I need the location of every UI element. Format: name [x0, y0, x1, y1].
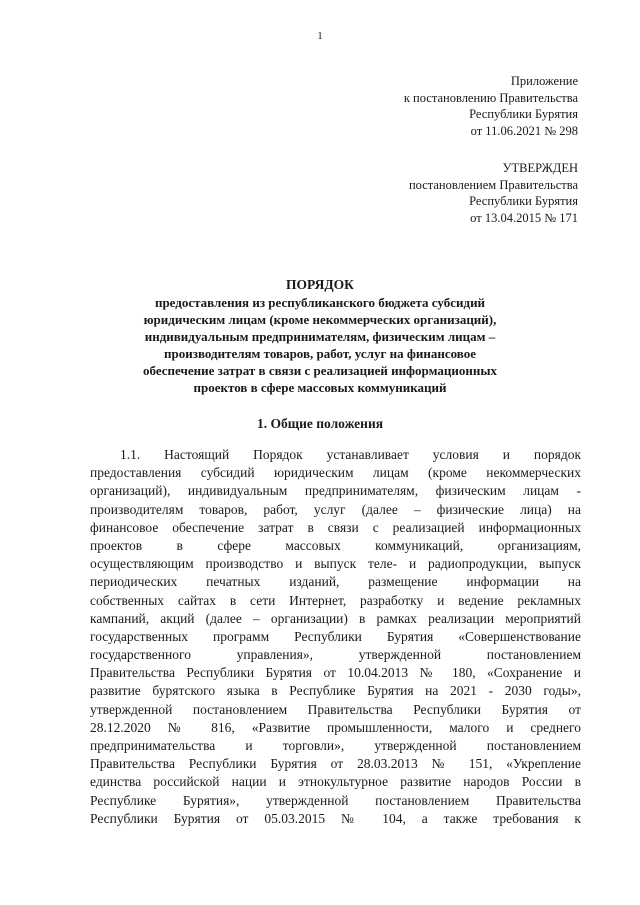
appendix-line: от 11.06.2021 № 298 [470, 123, 578, 138]
approved-line: Республики Бурятия [469, 194, 578, 208]
section-heading: 1. Общие положения [256, 416, 384, 431]
title-heading: ПОРЯДОК [286, 277, 354, 292]
paragraph-line: государственного управления», утвержденной постановлением [90, 647, 581, 663]
paragraph-line: 1.1. Настоящий Порядок устанавливает условия и порядок [120, 447, 581, 462]
paragraph-line: производителям товаров, работ, услуг (далее – физические лица) на [90, 501, 581, 517]
paragraph-line: собственных сайтах в сети Интернет, разработку и ведение рекламных [90, 592, 581, 608]
subtitle-line: индивидуальным предпринимателям, физическим лицам – [144, 329, 496, 344]
subtitle-line: производителям товаров, работ, услуг на финансовое [164, 346, 476, 361]
paragraph-line: кампаний, акций (далее – организации) в рамках реализации мероприятий [90, 610, 581, 626]
paragraph-line: предпринимательства и торговли», утвержденной постановлением [90, 738, 581, 753]
paragraph-line: проектов в сфере массовых коммуникаций, организациям, [90, 537, 581, 553]
appendix-reference [404, 73, 578, 139]
paragraph-line: осуществляющим производство и выпуск теле- и радиопродукции, выпуск [90, 556, 581, 572]
paragraph-line: организаций), индивидуальным предпринимателям, физическим лицам - [90, 483, 581, 499]
subtitle-line: предоставления из республиканского бюджета субсидий [154, 295, 486, 310]
paragraph-line: Правительства Республики Бурятия от 10.04.2013 № 180, «Сохранение и [90, 665, 581, 681]
paragraph-line: Республики Бурятия от 05.03.2015 № 104, а также требования к [90, 810, 581, 826]
appendix-line: Республики Бурятия [469, 107, 578, 121]
subtitle-line: проектов в сфере массовых коммуникаций [193, 380, 447, 395]
paragraph-line: периодических печатных изданий, размещение информации на [90, 574, 581, 590]
paragraph-line: Правительства Республики Бурятия от 28.03.2013 № 151, «Укрепление [90, 756, 581, 772]
paragraph-line: Республике Бурятия», утвержденной постановлением Правительства [90, 792, 581, 808]
subtitle-line: юридическим лицам (кроме некоммерческих организаций), [143, 312, 497, 327]
appendix-line: к постановлению Правительства [403, 90, 578, 105]
paragraph-line: финансовое обеспечение затрат в связи с реализацией информационных [90, 519, 581, 535]
approved-line: от 13.04.2015 № 171 [470, 210, 578, 225]
paragraph-line: утвержденной постановлением Правительства Республики Бурятия от [90, 701, 581, 717]
approved-line: постановлением Правительства [408, 177, 578, 192]
page-number: 1 [317, 30, 323, 42]
approved-line: УТВЕРЖДЕН [502, 161, 578, 175]
paragraph-line: предоставления субсидий юридическим лицам (кроме некоммерческих [90, 465, 581, 481]
section-paragraph [90, 446, 581, 828]
paragraph-line: единства российской нации и этнокультурное развитие народов России в [90, 774, 581, 790]
document-title [90, 276, 550, 396]
appendix-line: Приложение [510, 74, 578, 88]
paragraph-line: развитие бурятского языка в Республике Бурятия на 2021 - 2030 годы», [90, 683, 581, 699]
paragraph-line: государственных программ Республики Бурятия «Совершенствование [90, 628, 581, 644]
approval-stamp [409, 160, 578, 226]
subtitle-line: обеспечение затрат в связи с реализацией информационных [143, 363, 497, 378]
paragraph-line: 28.12.2020 № 816, «Развитие промышленности, малого и среднего [90, 719, 581, 735]
